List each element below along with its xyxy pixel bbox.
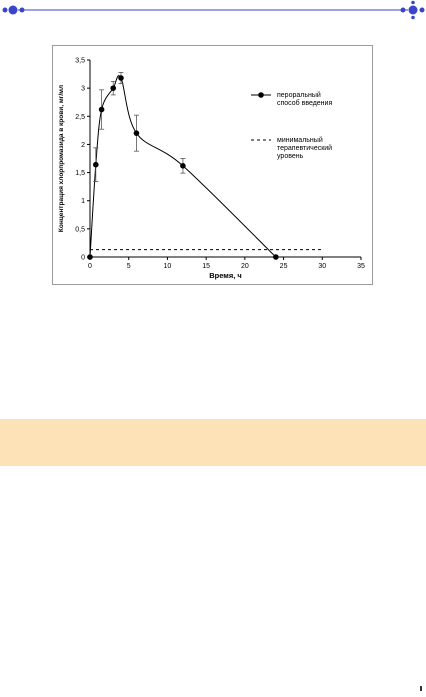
ornament-dots-icon: [3, 6, 25, 15]
data-point: [273, 254, 279, 260]
y-tick-label: 0: [81, 254, 85, 262]
data-point: [110, 85, 116, 91]
page-header: [0, 0, 426, 22]
x-tick-label: 5: [126, 263, 131, 270]
y-tick-label: 0,5: [75, 226, 85, 234]
legend-swatch-marker: [258, 92, 264, 98]
data-point: [87, 254, 93, 260]
legend-label: уровень: [277, 153, 304, 160]
x-axis-label: Время, ч: [209, 271, 242, 280]
header-ornament: [0, 0, 426, 22]
legend-label: способ введения: [277, 100, 333, 107]
highlight-band: [0, 419, 426, 466]
data-point: [134, 130, 140, 136]
y-tick-label: 3,5: [75, 57, 85, 65]
y-tick-label: 2: [81, 141, 85, 149]
data-point: [118, 75, 124, 81]
data-point: [180, 163, 186, 169]
legend-label: пероральный: [277, 92, 321, 99]
x-tick-label: 35: [357, 263, 365, 270]
x-tick-label: 20: [240, 263, 249, 270]
page-corner-mark: [420, 686, 422, 691]
y-axis-label: Концентрация хлорпромазида в крови, мг/мл: [58, 84, 65, 233]
data-point: [99, 107, 105, 113]
y-tick-label: 3: [81, 85, 85, 93]
legend-label: минимальный: [277, 137, 323, 144]
y-tick-label: 1: [81, 198, 85, 206]
x-tick-label: 0: [88, 263, 92, 270]
concentration-chart: [53, 46, 374, 286]
y-tick-label: 1,5: [75, 170, 85, 178]
ornament-dots-icon: [401, 1, 425, 20]
legend-label: терапевтический: [277, 145, 333, 152]
x-tick-label: 30: [318, 263, 327, 270]
x-tick-label: 25: [279, 263, 288, 270]
y-tick-label: 2,5: [75, 113, 85, 121]
chart-container: [52, 45, 373, 285]
data-point: [93, 162, 99, 168]
x-tick-label: 15: [202, 263, 211, 270]
x-tick-label: 10: [163, 263, 172, 270]
